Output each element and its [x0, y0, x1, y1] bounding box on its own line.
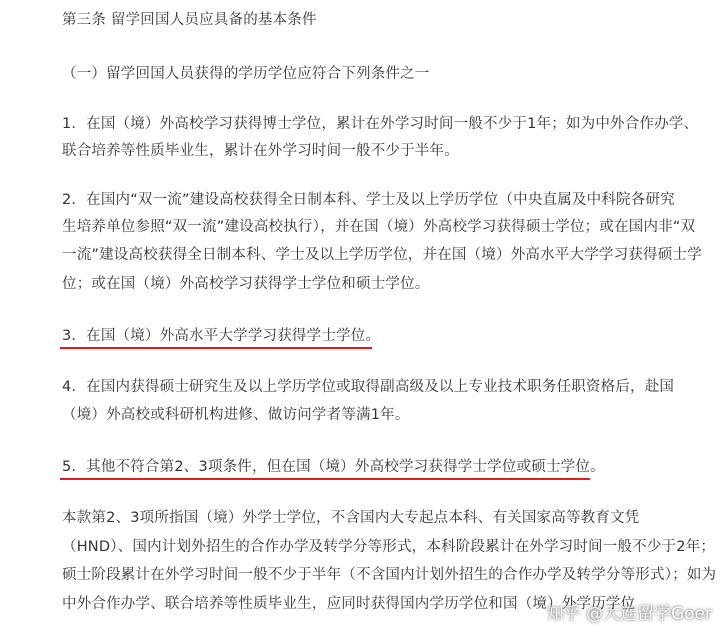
note-line-2: （HND）、国内计划外招生的合作办学及转学分等形式，本科阶段累计在外学习时间一般不少于2年；: [62, 539, 716, 555]
article-subheading: （一）留学回国人员获得的学历学位应符合下列条件之一: [62, 66, 430, 82]
item-1-line-1: 1．在国（境）外高校学习获得博士学位，累计在外学习时间一般不少于1年；如为中外合作办学、: [62, 116, 699, 132]
item-3-line-1: 3．在国（境）外高水平大学学习获得学士学位。: [62, 328, 381, 344]
item-3-highlight-underline: [60, 347, 372, 349]
item-5-line-1: 5．其他不符合第2、3项条件，但在国（境）外高校学习获得学士学位或硕士学位。: [62, 459, 605, 475]
item-1-line-2: 联合培养等性质毕业生，累计在外学习时间一般不少于半年。: [62, 143, 459, 159]
item-2-line-4: 位；或在国（境）外高校学习获得学士学位和硕士学位。: [62, 276, 430, 292]
item-2-line-2: 生培养单位参照“双一流”建设高校执行），并在国（境）外高校学习获得硕士学位；或在国内非“双: [62, 219, 696, 235]
zhihu-watermark: 知乎 @大连留学Goer: [546, 604, 712, 624]
item-4-line-2: （境）外高校或科研机构进修、做访问学者等满1年。: [62, 407, 410, 423]
note-line-1: 本款第2、3项所指国（境）外学士学位，不含国内大专起点本科、有关国家高等教育文凭: [62, 510, 640, 526]
note-line-3: 硕士阶段累计在外学习时间一般不少于半年（不含国内计划外招生的合作办学及转学分等形式）；如为: [62, 567, 717, 583]
item-2-line-3: 一流”建设高校获得全日制本科、学士及以上学历学位，并在国（境）外高水平大学学习获得硕士学: [62, 247, 702, 263]
note-line-4: 中外合作办学、联合培养等性质毕业生，应同时获得国内学历学位和国（境）外学历学位: [62, 596, 636, 612]
item-2-line-1: 2．在国内“双一流”建设高校获得全日制本科、学士及以上学历学位（中央直属及中科院各研究: [62, 192, 675, 208]
item-4-line-1: 4．在国内获得硕士研究生及以上学历学位或取得副高级及以上专业技术职务任职资格后，赴国: [62, 379, 675, 395]
article-heading: 第三条 留学回国人员应具备的基本条件: [62, 12, 317, 28]
item-5-highlight-underline: [60, 478, 590, 480]
